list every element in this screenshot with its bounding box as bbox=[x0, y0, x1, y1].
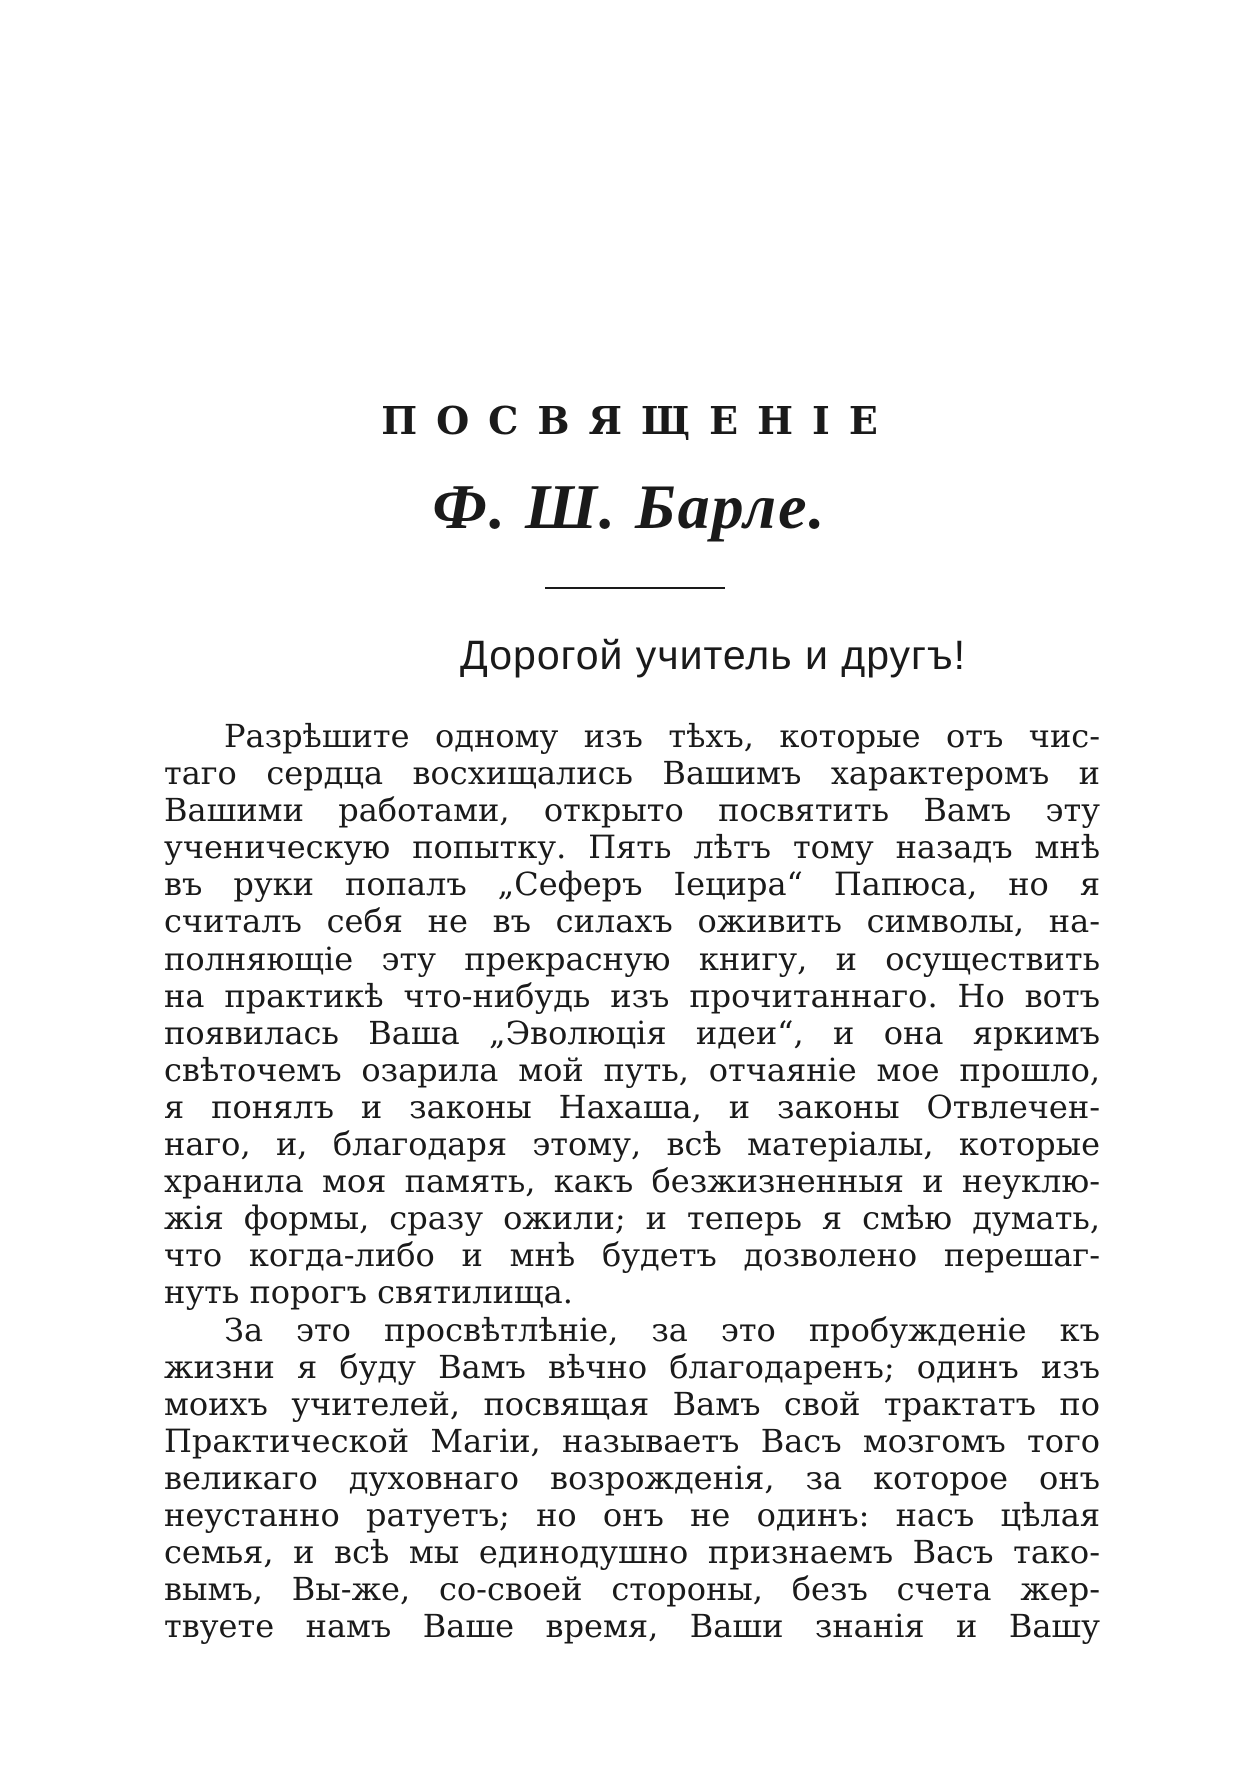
text-line: свѣточемъ озарила мой путь, отчаяніе мое прошло, bbox=[164, 1050, 1100, 1089]
text-line: твуете намъ Ваше время, Ваши знанія и Вашу bbox=[164, 1607, 1100, 1646]
text-line: что когда-либо и мнѣ будетъ дозволено перешаг- bbox=[164, 1236, 1100, 1275]
text-line: ученическую попытку. Пять лѣтъ тому назадъ мнѣ bbox=[164, 828, 1100, 867]
text-line: считалъ себя не въ силахъ оживить символы, на- bbox=[164, 902, 1100, 941]
text-line: хранила моя память, какъ безжизненныя и неуклю- bbox=[164, 1162, 1100, 1201]
text-line: семья, и всѣ мы единодушно признаемъ Васъ тако- bbox=[164, 1533, 1100, 1572]
divider-rule bbox=[545, 587, 725, 589]
text-line: я понялъ и законы Нахаша, и законы Отвлечен- bbox=[164, 1087, 1100, 1126]
text-line: За это просвѣтлѣніе, за это пробужденіе къ bbox=[224, 1310, 1100, 1349]
dedication-body bbox=[164, 718, 1100, 1645]
text-line: Разрѣшите одному изъ тѣхъ, которые отъ чис- bbox=[224, 717, 1100, 755]
text-line: таго сердца восхищались Вашимъ характеромъ и bbox=[164, 754, 1100, 793]
text-line: неустанно ратуетъ; но онъ не одинъ: насъ цѣлая bbox=[164, 1495, 1100, 1534]
text-line: Вашими работами, открыто посвятить Вамъ эту bbox=[164, 791, 1100, 830]
page-title: ПОСВЯЩЕНІЕ bbox=[381, 398, 897, 443]
text-line: появилась Ваша „Эволюція идеи“, и она яркимъ bbox=[164, 1013, 1100, 1052]
text-line: жизни я буду Вамъ вѣчно благодаренъ; одинъ изъ bbox=[164, 1347, 1100, 1386]
text-line: вымъ, Вы-же, со-своей стороны, безъ счета жер- bbox=[164, 1570, 1100, 1609]
text-line: моихъ учителей, посвящая Вамъ свой трактатъ по bbox=[164, 1384, 1100, 1423]
text-line: полняющіе эту прекрасную книгу, и осуществить bbox=[164, 939, 1100, 978]
text-line: великаго духовнаго возрожденія, за которое онъ bbox=[164, 1458, 1100, 1497]
salutation: Дорогой учитель и другъ! bbox=[460, 632, 967, 678]
text-line: Практической Магіи, называетъ Васъ мозгомъ того bbox=[164, 1421, 1100, 1460]
text-line: въ руки попалъ „Сеферъ Іецира“ Папюса, но я bbox=[164, 865, 1100, 904]
dedicatee-name: Ф. Ш. Барле. bbox=[432, 471, 827, 542]
text-line: нуть порогъ святилища. bbox=[164, 1273, 573, 1312]
text-line: жія формы, сразу ожили; и теперь я смѣю думать, bbox=[164, 1199, 1100, 1238]
text-line: наго, и, благодаря этому, всѣ матеріалы, которые bbox=[164, 1125, 1100, 1164]
text-line: на практикѣ что-нибудь изъ прочитаннаго. Но вотъ bbox=[164, 976, 1100, 1015]
